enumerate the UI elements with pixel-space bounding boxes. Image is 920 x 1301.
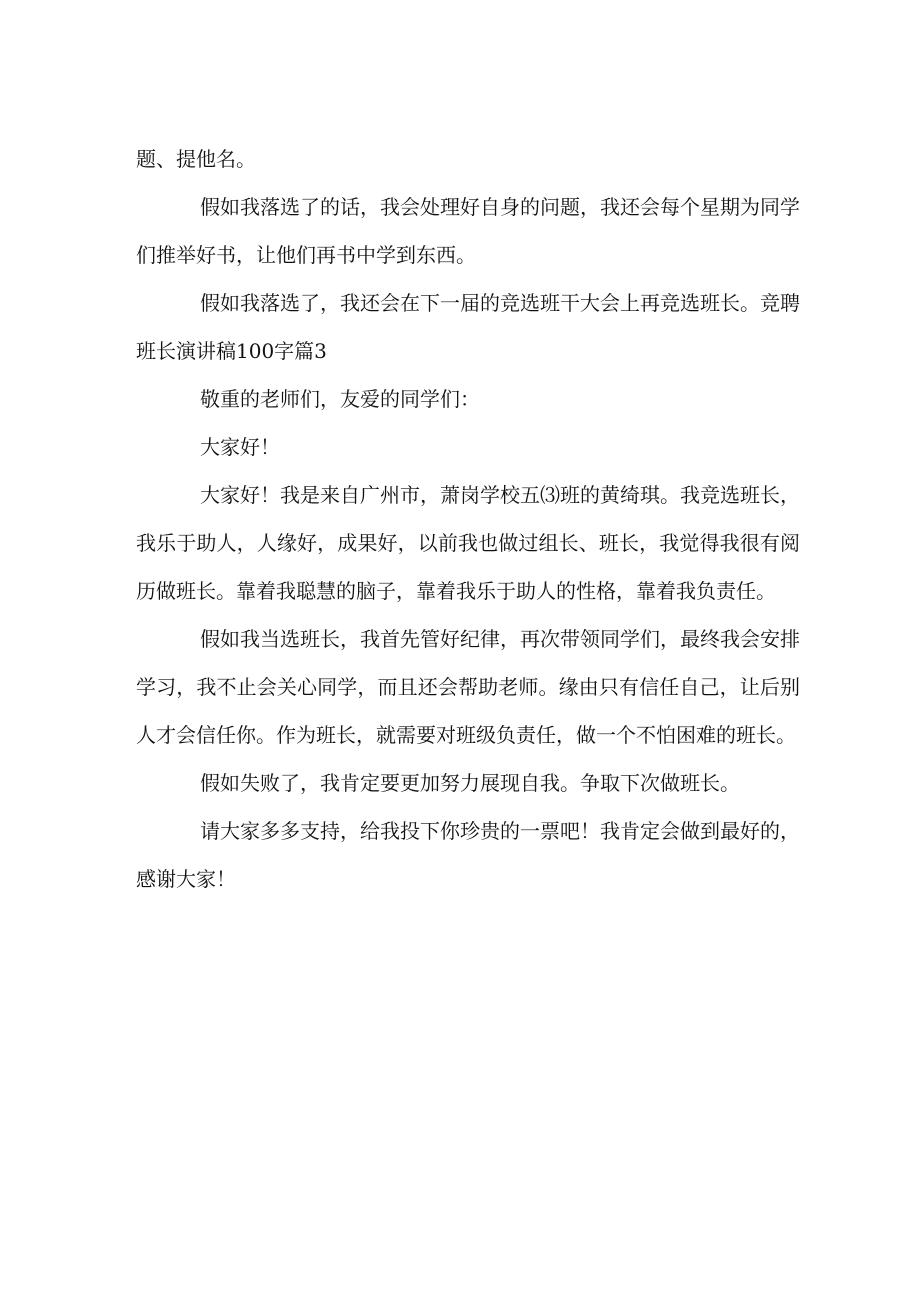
paragraph-4: 敬重的老师们，友爱的同学们： (200, 387, 480, 411)
paragraph-7: 假如我当选班长，我首先管好纪律，再次带领同学们，最终我会安排学习，我不止会关心同学，而且还会帮助老师。缘由只有信任自己，让后别人才会信任你。作为班长，就需要对班级负责任，做一个不怕困难的班长。 (136, 627, 800, 747)
paragraph-9: 请大家多多支持，给我投下你珍贵的一票吧！我肯定会做到最好的，感谢大家！ (136, 819, 800, 891)
paragraph-6: 大家好！我是来自广州市，萧岗学校五⑶班的黄绮琪。我竞选班长，我乐于助人，人缘好，成果好，以前我也做过组长、班长，我觉得我很有阅历做班长。靠着我聪慧的脑子，靠着我乐于助人的性格，靠着我负责任。 (136, 483, 800, 603)
document-body (136, 135, 800, 903)
paragraph-3: 假如我落选了，我还会在下一届的竞选班干大会上再竞选班长。竞聘班长演讲稿100字篇3 (136, 291, 800, 363)
paragraph-2: 假如我落选了的话，我会处理好自身的问题，我还会每个星期为同学们推举好书，让他们再书中学到东西。 (136, 195, 800, 267)
paragraph-5: 大家好！ (200, 435, 280, 459)
paragraph-8: 假如失败了，我肯定要更加努力展现自我。争取下次做班长。 (200, 771, 740, 795)
paragraph-1: 题、提他名。 (136, 147, 256, 171)
